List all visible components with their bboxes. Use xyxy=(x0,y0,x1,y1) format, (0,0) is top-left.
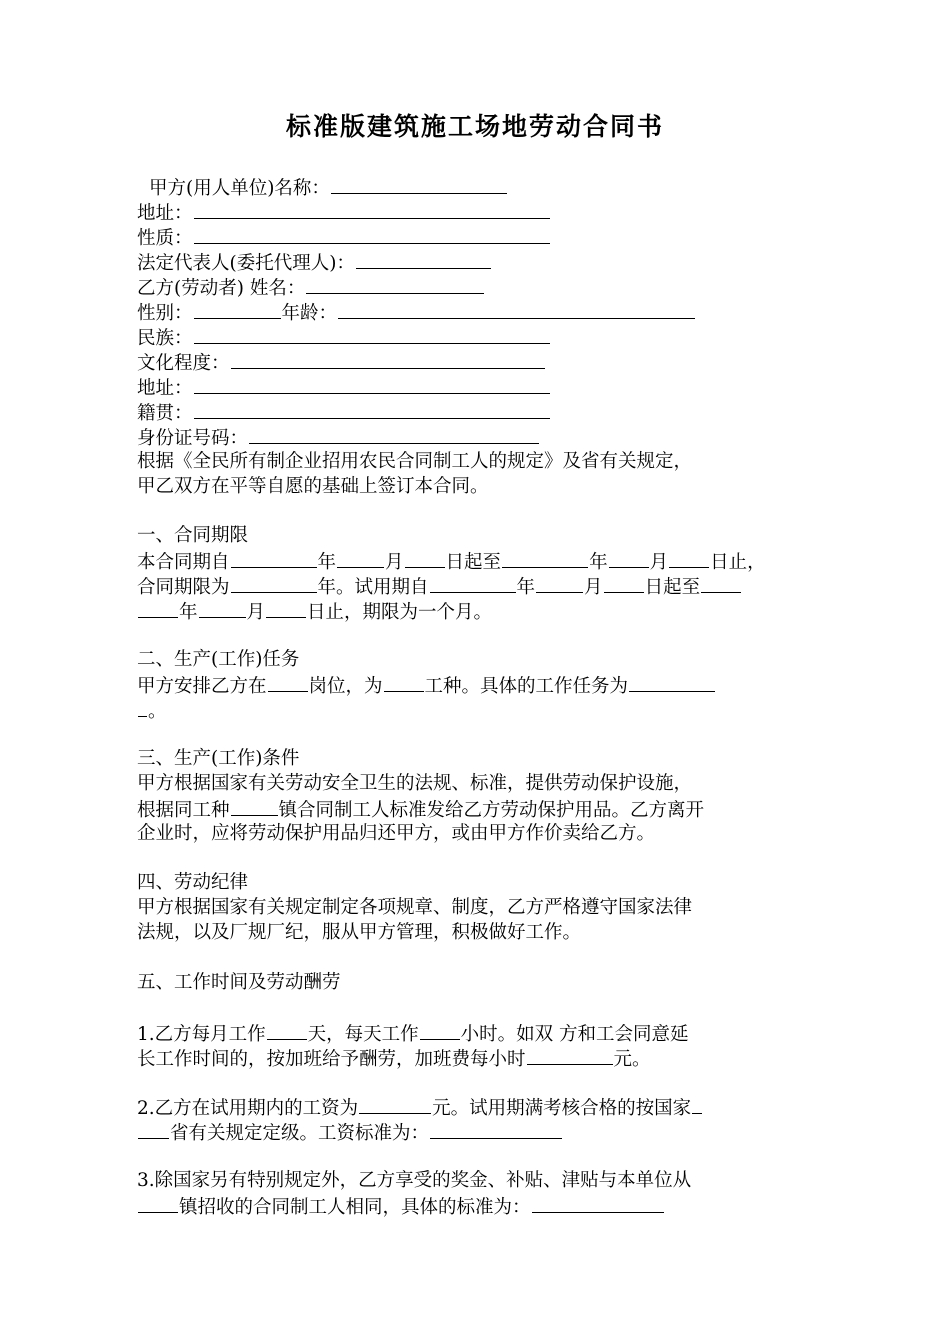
contract-term-years-blank[interactable] xyxy=(231,574,317,593)
legal-rep-blank[interactable] xyxy=(356,250,491,269)
contract-end-year-blank[interactable] xyxy=(502,549,588,568)
clause-3-line-1: 3.除国家另有特别规定外，乙方享受的奖金、补贴、津贴与本单位从 xyxy=(137,1170,692,1191)
job-type-blank[interactable] xyxy=(384,673,424,692)
party-a-address-blank[interactable] xyxy=(194,200,550,219)
age-blank[interactable] xyxy=(338,300,695,319)
probation-end-day-blank[interactable] xyxy=(266,599,306,618)
clause-1-line-2: 长工作时间的，按加班给予酬劳，加班费每小时 元。 xyxy=(137,1046,651,1072)
national-blank-b[interactable] xyxy=(138,1120,169,1139)
section-1-line-2: 合同期限为 年。试用期自 年 月 日起至 xyxy=(137,574,742,600)
gender-blank[interactable] xyxy=(194,300,281,319)
native-place-field: 籍贯： xyxy=(137,400,551,426)
education-field: 文化程度： xyxy=(137,350,546,376)
same-job-blank[interactable] xyxy=(231,797,278,816)
section-3-line-2: 根据同工种 镇合同制工人标准发给乙方劳动保护用品。乙方离开 xyxy=(137,797,704,823)
contract-start-day-blank[interactable] xyxy=(405,549,445,568)
task-blank-a[interactable] xyxy=(629,673,715,692)
contract-start-month-blank[interactable] xyxy=(337,549,384,568)
contract-end-day-blank[interactable] xyxy=(669,549,709,568)
town-blank[interactable] xyxy=(138,1194,178,1213)
post-blank[interactable] xyxy=(268,673,308,692)
contract-start-year-blank[interactable] xyxy=(231,549,317,568)
id-number-blank[interactable] xyxy=(249,425,539,444)
clause-1-line-1: 1.乙方每月工作 天，每天工作 小时。如双 方和工会同意延 xyxy=(137,1021,689,1047)
probation-end-year-blank-a[interactable] xyxy=(701,574,741,593)
section-4-line-2: 法规，以及厂规厂纪，服从甲方管理，积极做好工作。 xyxy=(137,922,582,943)
ethnicity-blank[interactable] xyxy=(194,325,550,344)
id-number-field: 身份证号码： xyxy=(137,425,540,451)
party-a-name-field: 甲方(用人单位)名称： xyxy=(149,175,508,201)
clause-2-line-1: 2.乙方在试用期内的工资为 元。试用期满考核合格的按国家 xyxy=(137,1095,703,1121)
party-b-name-field: 乙方(劳动者) 姓名： xyxy=(137,275,485,301)
party-b-address-field: 地址： xyxy=(137,375,551,401)
bonus-standard-blank[interactable] xyxy=(532,1194,664,1213)
section-2-line-2: 。 xyxy=(137,698,167,724)
section-1-line-1: 本合同期自 年 月 日起至 年 月 日止， xyxy=(137,549,766,575)
section-3-heading: 三、生产(工作)条件 xyxy=(137,748,300,769)
section-3-line-1: 甲方根据国家有关劳动安全卫生的法规、标准，提供劳动保护设施， xyxy=(137,773,693,794)
probation-start-month-blank[interactable] xyxy=(536,574,583,593)
section-4-line-1: 甲方根据国家有关规定制定各项规章、制度，乙方严格遵守国家法律 xyxy=(137,897,693,918)
overtime-pay-blank[interactable] xyxy=(527,1046,613,1065)
intro-line-2: 甲乙双方在平等自愿的基础上签订本合同。 xyxy=(137,476,489,497)
probation-end-year-blank-b[interactable] xyxy=(138,599,178,618)
party-a-address-field: 地址： xyxy=(137,200,551,226)
party-a-name-blank[interactable] xyxy=(331,175,507,194)
intro-line-1: 根据《全民所有制企业招用农民合同制工人的规定》及省有关规定， xyxy=(137,451,693,472)
section-5-heading: 五、工作时间及劳动酬劳 xyxy=(137,972,341,993)
work-days-blank[interactable] xyxy=(267,1021,307,1040)
section-2-heading: 二、生产(工作)任务 xyxy=(137,649,300,670)
party-b-name-blank[interactable] xyxy=(306,275,484,294)
party-a-nature-field: 性质： xyxy=(137,225,551,251)
ethnicity-field: 民族： xyxy=(137,325,551,351)
section-1-line-3: 年 月 日止，期限为一个月。 xyxy=(137,599,492,625)
section-2-line-1: 甲方安排乙方在 岗位，为 工种。具体的工作任务为 xyxy=(137,673,716,699)
probation-end-month-blank[interactable] xyxy=(199,599,246,618)
section-1-heading: 一、合同期限 xyxy=(137,525,249,546)
national-blank-a[interactable] xyxy=(692,1095,702,1114)
native-place-blank[interactable] xyxy=(194,400,550,419)
party-a-nature-blank[interactable] xyxy=(194,225,550,244)
section-4-heading: 四、劳动纪律 xyxy=(137,872,249,893)
gender-age-field: 性别： 年龄： xyxy=(137,300,696,326)
probation-start-day-blank[interactable] xyxy=(604,574,644,593)
probation-start-year-blank[interactable] xyxy=(430,574,516,593)
probation-wage-blank[interactable] xyxy=(359,1095,431,1114)
party-b-address-blank[interactable] xyxy=(194,375,550,394)
document-title: 标准版建筑施工场地劳动合同书 xyxy=(285,112,664,141)
wage-standard-blank[interactable] xyxy=(430,1120,562,1139)
contract-end-month-blank[interactable] xyxy=(609,549,649,568)
work-hours-blank[interactable] xyxy=(420,1021,460,1040)
clause-2-line-2: 省有关规定定级。工资标准为： xyxy=(137,1120,563,1146)
legal-rep-field: 法定代表人(委托代理人)： xyxy=(137,250,492,276)
section-3-line-3: 企业时，应将劳动保护用品归还甲方，或由甲方作价卖给乙方。 xyxy=(137,823,656,844)
education-blank[interactable] xyxy=(231,350,545,369)
clause-3-line-2: 镇招收的合同制工人相同，具体的标准为： xyxy=(137,1194,665,1220)
task-blank-b[interactable] xyxy=(138,698,147,717)
